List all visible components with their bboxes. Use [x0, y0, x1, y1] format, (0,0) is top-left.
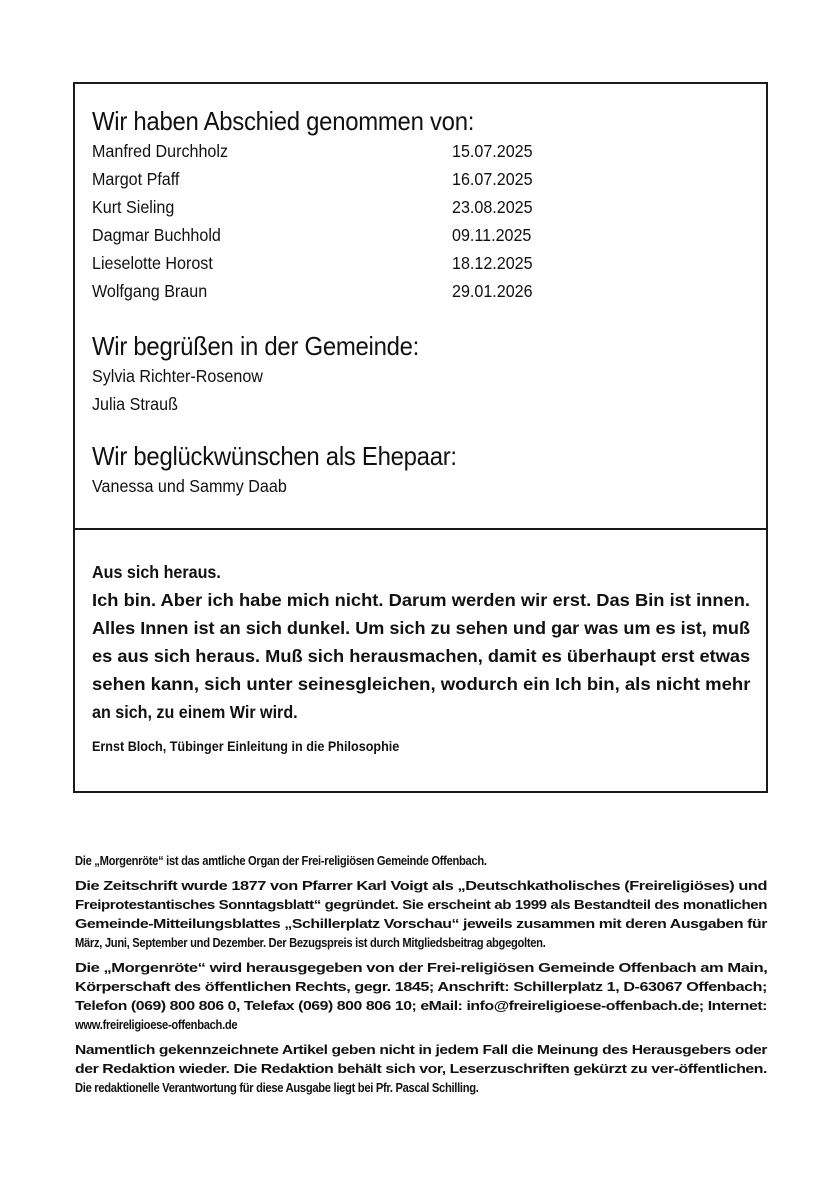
welcome-section — [92, 330, 452, 418]
quote-line: Alles Innen ist an sich dunkel. Um sich zu sehen und gar was um es ist, muß — [92, 618, 751, 638]
welcome-entry — [92, 362, 452, 390]
quote-panel — [75, 530, 766, 791]
quote-title: Aus sich heraus. — [92, 562, 221, 582]
entry-date: 16.07.2025 — [452, 169, 533, 189]
imprint-paragraph — [75, 1040, 767, 1097]
farewell-entry — [92, 165, 540, 193]
congratulations-section — [92, 440, 489, 500]
website-link[interactable]: www.freireligioese-offenbach.de — [75, 1017, 238, 1032]
quote-line: es aus sich heraus. Muß sich herausmachen, damit es überhaupt erst etwas — [92, 646, 751, 666]
entry-name: Manfred Durchholz — [92, 141, 229, 161]
community-news-panel — [75, 84, 766, 530]
entry-date: 09.11.2025 — [452, 225, 532, 245]
entry-name: Lieselotte Horost — [92, 253, 213, 273]
imprint-line: Gemeinde-Mitteilungsblattes „Schillerplatz Vorschau“ jeweils zusammen mit deren Ausgaben für — [75, 916, 767, 931]
member-name: Julia Strauß — [92, 394, 178, 414]
quote-line: Ich bin. Aber ich habe mich nicht. Darum werden wir erst. Das Bin ist innen. — [92, 590, 750, 610]
farewell-heading: Wir haben Abschied genommen von: — [92, 106, 475, 136]
member-name: Sylvia Richter-Rosenow — [92, 366, 263, 386]
congratulations-heading: Wir beglückwünschen als Ehepaar: — [92, 441, 457, 471]
welcome-list — [92, 362, 452, 418]
imprint-line: Die „Morgenröte“ wird herausgegeben von der Frei-religiösen Gemeinde Offenbach am Main, — [75, 960, 768, 975]
entry-name: Dagmar Buchhold — [92, 225, 221, 245]
entry-date: 29.01.2026 — [452, 281, 533, 301]
entry-name: Kurt Sieling — [92, 197, 175, 217]
imprint-line: März, Juni, September und Dezember. Der Bezugspreis ist durch Mitgliedsbeitrag abgegolten. — [75, 935, 546, 950]
announcements-box — [73, 82, 768, 793]
quote-line: sehen kann, sich unter seinesgleichen, wodurch ein Ich bin, als nicht mehr — [92, 674, 751, 694]
quote-line: an sich, zu einem Wir wird. — [92, 702, 298, 722]
imprint-line: Die Zeitschrift wurde 1877 von Pfarrer Karl Voigt als „Deutschkatholisches (Freireligiöses) und — [75, 878, 767, 893]
farewell-entry — [92, 277, 540, 305]
imprint — [75, 851, 767, 1103]
entry-date: 23.08.2025 — [452, 197, 533, 217]
entry-name: Wolfgang Braun — [92, 281, 208, 301]
farewell-entry — [92, 137, 540, 165]
imprint-line: Freiprotestantisches Sonntagsblatt“ gegründet. Sie erscheint ab 1999 als Bestandteil des monatlichen — [75, 897, 767, 912]
farewell-entry — [92, 221, 540, 249]
imprint-paragraph — [75, 958, 767, 1034]
imprint-paragraph — [75, 876, 767, 952]
congratulations-list — [92, 472, 489, 500]
farewell-section — [92, 105, 540, 305]
couple-name: Vanessa und Sammy Daab — [92, 476, 287, 496]
farewell-entry — [92, 249, 540, 277]
farewell-entry — [92, 193, 540, 221]
imprint-line: Die redaktionelle Verantwortung für diese Ausgabe liegt bei Pfr. Pascal Schilling. — [75, 1080, 479, 1095]
congratulations-entry — [92, 472, 489, 500]
imprint-line: Telefon (069) 800 806 0, Telefax (069) 800 806 10; eMail: info@freireligioese-offenbach.de; Internet: — [75, 998, 767, 1013]
imprint-line: Namentlich gekennzeichnete Artikel geben nicht in jedem Fall die Meinung des Herausgebers oder — [75, 1042, 767, 1057]
imprint-line: Die „Morgenröte“ ist das amtliche Organ der Frei-religiösen Gemeinde Offenbach. — [75, 853, 487, 868]
imprint-line: der Redaktion wieder. Die Redaktion behält sich vor, Leserzuschriften gekürzt zu ver-öffentlichen. — [75, 1061, 767, 1076]
welcome-entry — [92, 390, 452, 418]
farewell-list — [92, 137, 540, 305]
welcome-heading: Wir begrüßen in der Gemeinde: — [92, 331, 420, 361]
entry-date: 18.12.2025 — [452, 253, 533, 273]
quote-citation: Ernst Bloch, Tübinger Einleitung in die Philosophie — [92, 738, 400, 754]
entry-name: Margot Pfaff — [92, 169, 180, 189]
imprint-line: Körperschaft des öffentlichen Rechts, gegr. 1845; Anschrift: Schillerplatz 1, D-63067 Offenbach; — [75, 979, 767, 994]
entry-date: 15.07.2025 — [452, 141, 533, 161]
quote-block — [92, 558, 752, 726]
imprint-paragraph — [75, 851, 767, 870]
